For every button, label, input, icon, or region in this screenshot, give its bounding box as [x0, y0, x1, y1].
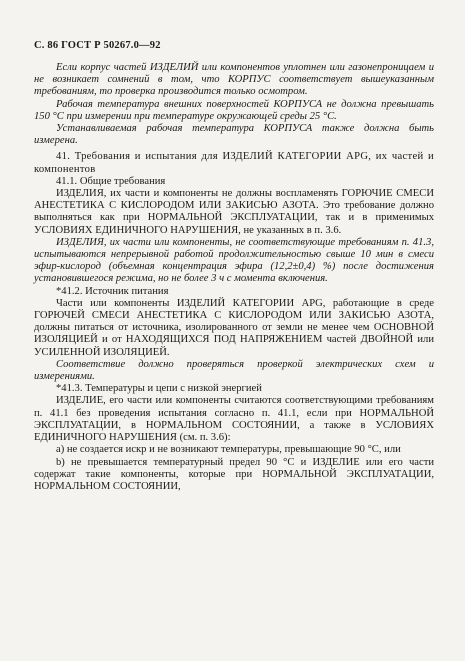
page-header: С. 86 ГОСТ Р 50267.0—92 — [34, 40, 161, 51]
paragraph-compliance-check: Соответствие должно проверяться проверкой электрических схем и измерениями. — [34, 358, 434, 383]
paragraph-surface-temperature: Рабочая температура внешних поверхностей КОРПУСА не должна превышать 150 °С при измерении при температуре окружающей среды 25 °С. — [34, 98, 434, 122]
paragraph-power-source: Части или компоненты ИЗДЕЛИЙ КАТЕГОРИИ APG, работающие в среде ГОРЮЧЕЙ СМЕСИ АНЕСТЕТИКА С КИСЛОРОДОМ ИЛИ ЗАКИСЬЮ АЗОТА, должны питаться от источника, изолированного от земли не менее чем ОСНОВНОЙ ИЗОЛЯЦИЕЙ и от НАХОДЯЩИХСЯ ПОД НАПРЯЖЕНИЕМ частей ДВОЙНОЙ или УСИЛЕННОЙ ИЗОЛЯЦИЕЙ. — [34, 297, 434, 358]
list-item-b: b) не превышается температурный предел 90 °С и ИЗДЕЛИЕ или его части содержат такие компоненты, которые при НОРМАЛЬНОЙ ЭКСПЛУАТАЦИИ, НОРМАЛЬНОМ СОСТОЯНИИ, — [34, 456, 434, 492]
paragraph-ether-test: ИЗДЕЛИЯ, их части или компоненты, не соответствующие требованиям п. 41.3, испытываются непрерывной работой продолжительностью свыше 10 мин в смеси эфир-кислород (объемная концентрация эфира (12,2±0,4) %) после достижения установившегося режима, но не более 3 ч с момента включения. — [34, 236, 434, 285]
section-41-1-heading: 41.1. Общие требования — [56, 175, 166, 187]
section-41-heading: 41. Требования и испытания для ИЗДЕЛИЙ КАТЕГОРИИ APG, их частей и компонентов — [34, 151, 434, 175]
document-body — [34, 62, 434, 493]
section-41-3-heading: *41.3. Температуры и цепи с низкой энергией — [56, 383, 262, 395]
paragraph-general-requirements: ИЗДЕЛИЯ, их части и компоненты не должны воспламенять ГОРЮЧИЕ СМЕСИ АНЕСТЕТИКА С КИСЛОРОДОМ ИЛИ ЗАКИСЬЮ АЗОТА. Это требование должно выполняться как при НОРМАЛЬНОЙ ЭКСПЛУАТАЦИИ, так и в применимых УСЛОВИЯХ ЕДИНИЧНОГО НАРУШЕНИЯ, не указанных в п. 3.6. — [34, 188, 434, 236]
paragraph-enclosure-inspection: Если корпус частей ИЗДЕЛИЙ или компонентов уплотнен или газонепроницаем и не возникает сомнений в том, что КОРПУС соответствует вышеуказанным требованиям, то проверка производится только осмотром. — [34, 62, 434, 98]
paragraph-working-temperature: Устанавливаемая рабочая температура КОРПУСА также должна быть измерена. — [34, 123, 434, 147]
section-41-2-heading: *41.2. Источник питания — [56, 285, 169, 297]
paragraph-low-energy: ИЗДЕЛИЕ, его части или компоненты считаются соответствующими требованиям п. 41.1 без проведения испытания согласно п. 41.1, если при НОРМАЛЬНОЙ ЭКСПЛУАТАЦИИ, в НОРМАЛЬНОМ СОСТОЯНИИ, а также в УСЛОВИЯХ ЕДИНИЧНОГО НАРУШЕНИЯ (см. п. 3.6): — [34, 395, 434, 444]
list-item-a: a) не создается искр и не возникают температуры, превышающие 90 °С, или — [56, 444, 401, 456]
